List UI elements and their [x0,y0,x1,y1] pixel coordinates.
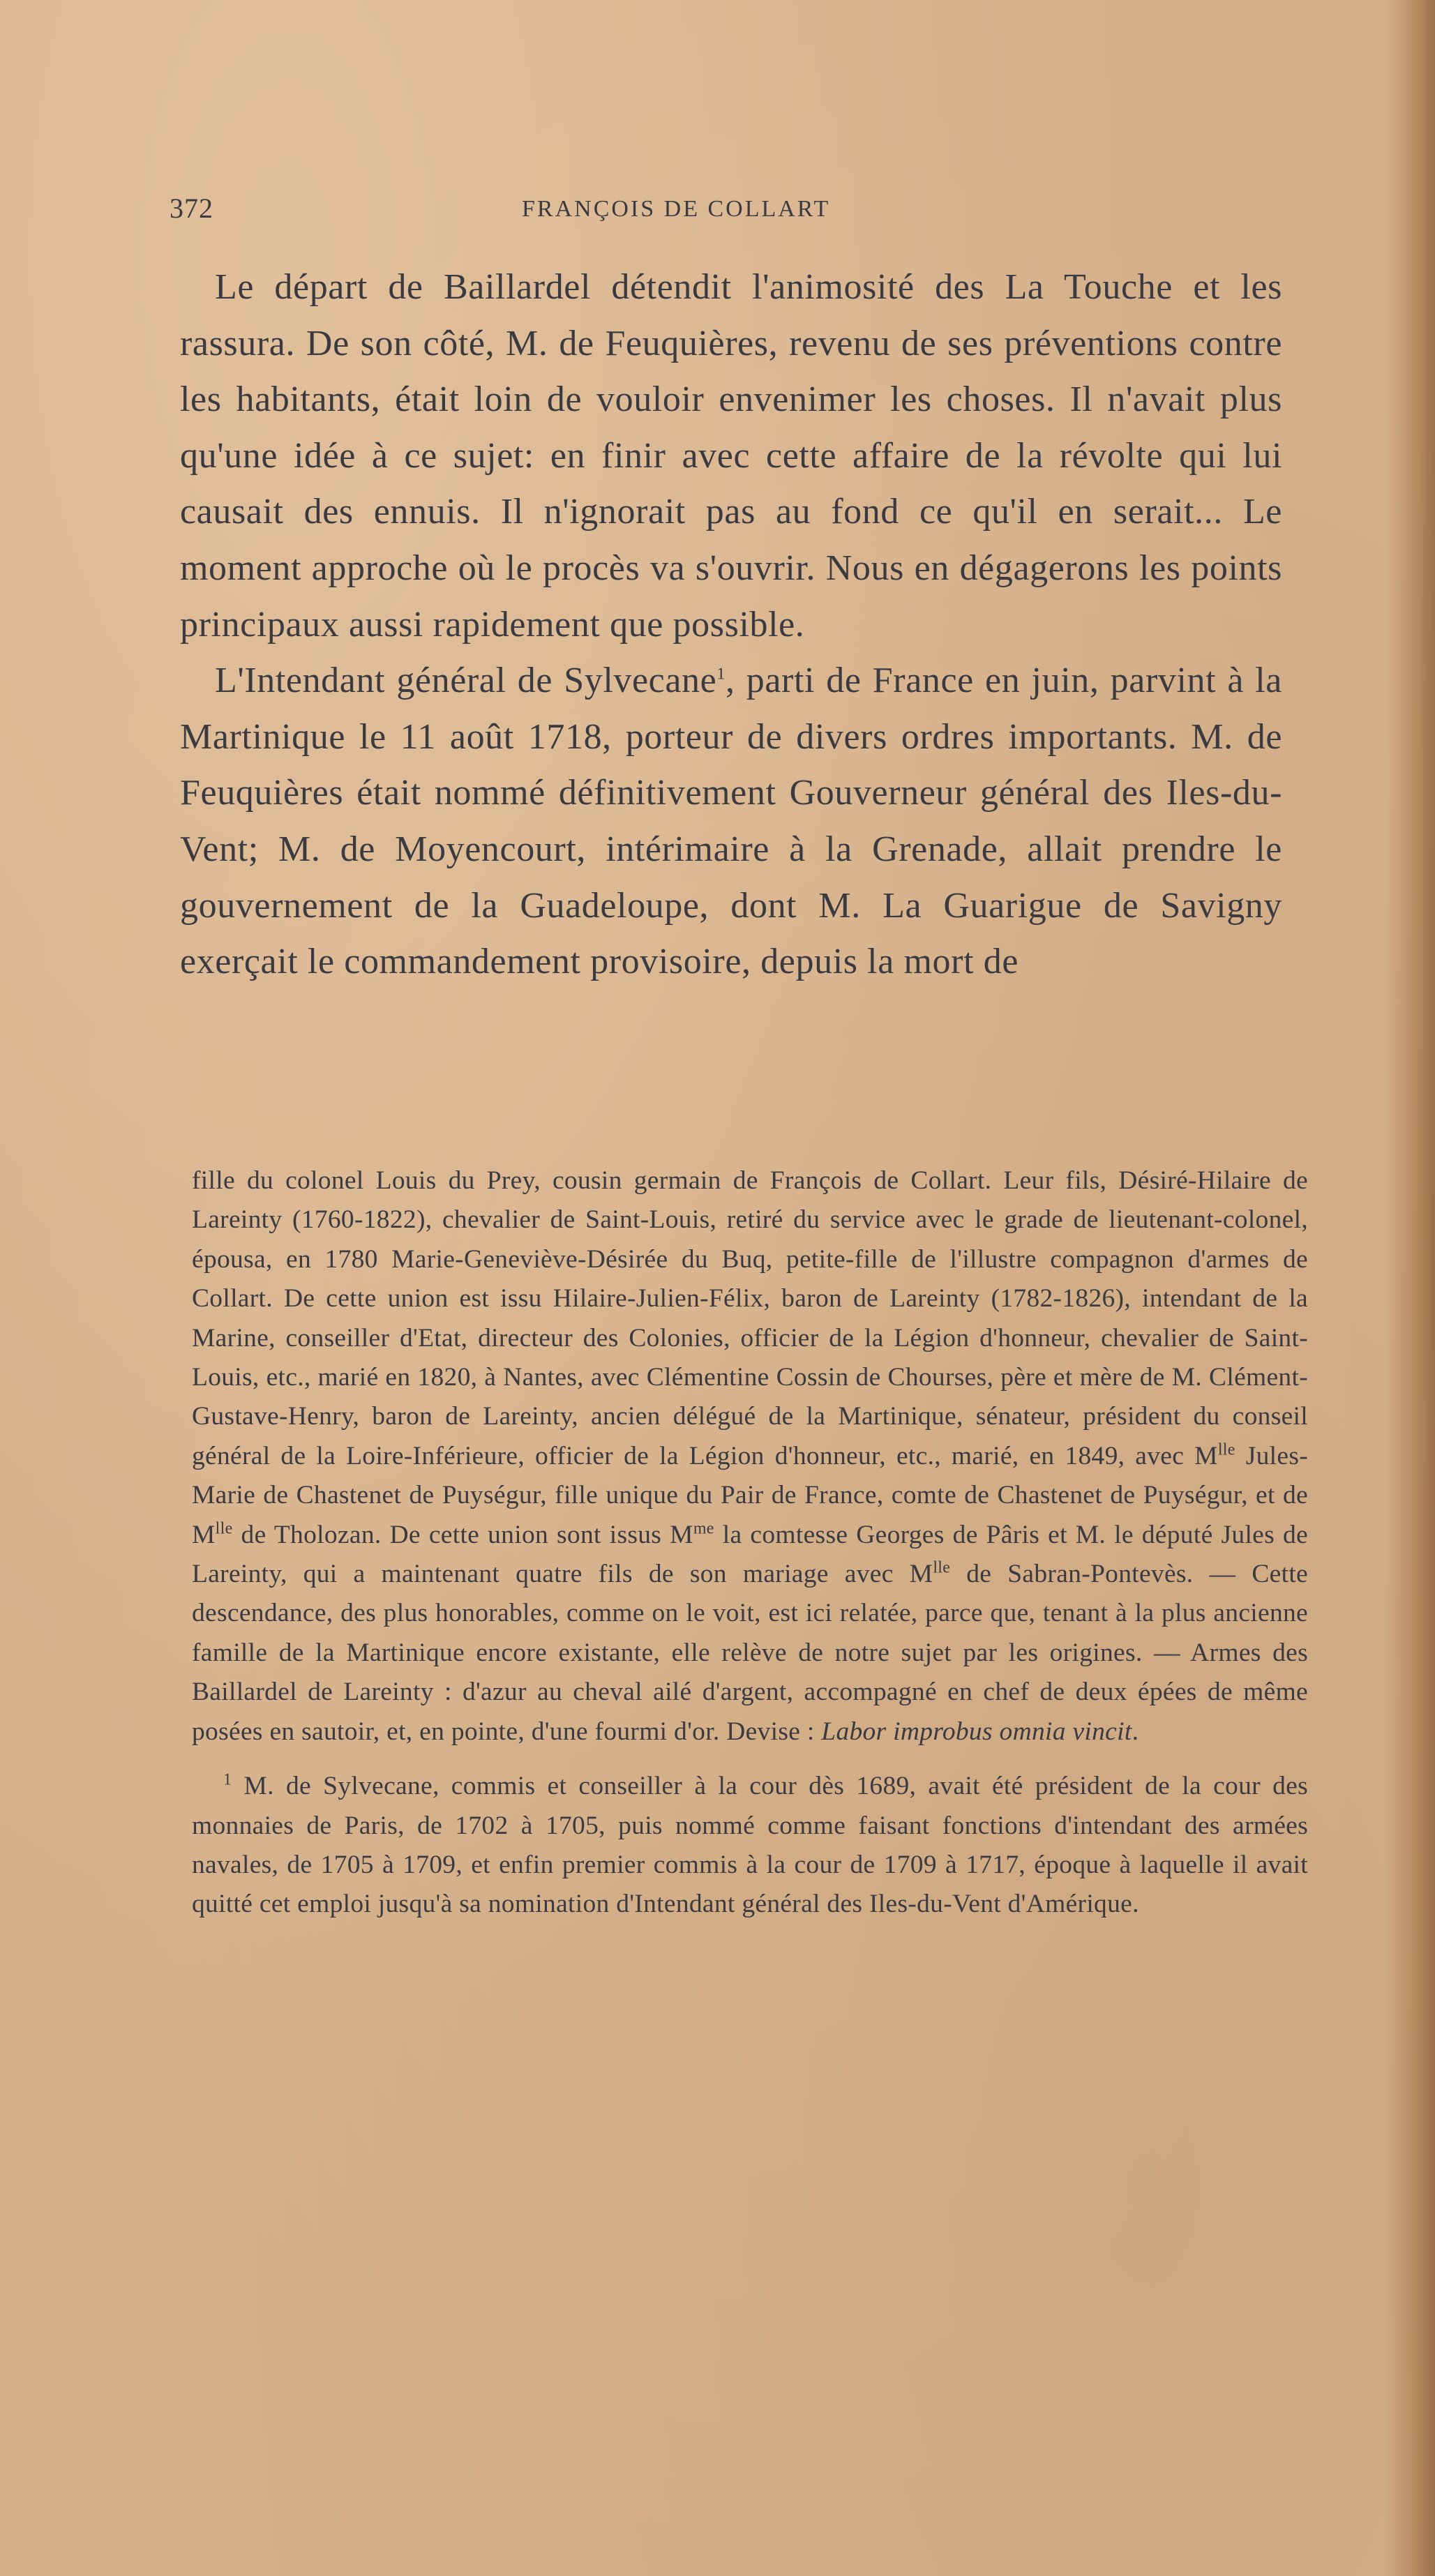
abbrev-mlle-1: lle [1217,1440,1235,1459]
footnotes [192,1161,1308,1925]
page-edge-shadow [1386,0,1435,2576]
footnote-continued-text-3: de Tholozan. De cette union sont issus M [232,1520,693,1549]
abbrev-mlle-3: lle [933,1558,951,1577]
footnote-1 [192,1767,1308,1925]
motto: Labor improbus omnia vincit [821,1717,1132,1746]
footnote-continued-end: . [1132,1717,1139,1746]
footnote-1-text: M. de Sylvecane, commis et conseiller à la cour dès 1689, avait été président de la cour des monnaies de Paris, de 1702 à 1705, puis nommé comme faisant fonctions d'intendant des armées navales, de 1705 à 1709, et enfin premier commis à la cour de 1709 à 1717, époque à laquelle il avait quitté cet emploi jusqu'à sa nomination d'Intendant général des Iles-du-Vent d'Amérique. [192,1772,1308,1919]
paragraph-2 [180,653,1282,991]
footnote-continued-text-5: de Sabran-Pontevès. — Cette descendance, des plus honorables, comme on le voit, est ici relatée, parce que, tenant à la plus ancienne famille de la Martinique encore existante, elle relève de notre sujet par les origines. — Armes des Baillardel de Lareinty : d'azur au cheval ailé d'argent, accompagné en chef de deux épées de même posées en sautoir, et, en pointe, d'une fourmi d'or. Devise : [192,1560,1308,1746]
paragraph-2-lead: L'Intendant général de Sylvecane [215,661,717,701]
abbrev-mme: me [693,1519,714,1538]
running-head [170,192,1286,234]
paragraph-1: Le départ de Baillardel détendit l'animosité des La Touche et les rassura. De son côté, M. de Feuquières, revenu de ses préventions contre les habitants, était loin de vouloir envenimer les choses. Il n'avait plus qu'une idée à ce sujet: en finir avec cette affaire de la révolte qui lui causait des ennuis. Il n'ignorait pas au fond ce qu'il en serait... Le moment approche où le procès va s'ouvrir. Nous en dégagerons les points principaux aussi rapidement que possible. [180,267,1282,645]
footnote-continued [192,1161,1308,1752]
paragraph-2-rest: , parti de France en juin, parvint à la Martinique le 11 août 1718, porteur de divers ordres importants. M. de Feuquières était nommé définitivement Gouverneur général des Iles-du-Vent; M. de Moyencourt, intérimaire à la Grenade, allait prendre le gouvernement de la Guadeloupe, dont M. La Guarigue de Savigny exerçait le commandement provisoire, depuis la mort de [180,661,1282,982]
running-title: FRANÇOIS DE COLLART [522,196,831,222]
footnote-continued-text-4: la comtesse Georges de Pâris et M. le député Jules de Lareinty, qui a maintenant quatre fils de son mariage avec M [192,1520,1308,1589]
footnote-reference-1: 1 [716,665,726,684]
page-number: 372 [170,193,213,224]
footnote-continued-text-2: Jules-Marie de Chastenet de Puységur, fille unique du Pair de France, comte de Chastenet de Puységur, et de M [192,1441,1308,1549]
footnote-1-marker: 1 [223,1770,232,1789]
abbrev-mlle-2: lle [215,1519,233,1538]
main-text [180,259,1282,991]
footnote-continued-text-1: fille du colonel Louis du Prey, cousin germain de François de Collart. Leur fils, Désiré-Hilaire de Lareinty (1760-1822), chevalier de Saint-Louis, retiré du service avec le grade de lieutenant-colonel, épousa, en 1780 Marie-Geneviève-Désirée du Buq, petite-fille de l'illustre compagnon d'armes de Collart. De cette union est issu Hilaire-Julien-Félix, baron de Lareinty (1782-1826), intendant de la Marine, conseiller d'Etat, directeur des Colonies, officier de la Légion d'honneur, chevalier de Saint-Louis, etc., marié en 1820, à Nantes, avec Clémentine Cossin de Chourses, père et mère de M. Clément-Gustave-Henry, baron de Lareinty, ancien délégué de la Martinique, sénateur, président du conseil général de la Loire-Inférieure, officier de la Légion d'honneur, etc., marié, en 1849, avec M [192,1166,1308,1470]
